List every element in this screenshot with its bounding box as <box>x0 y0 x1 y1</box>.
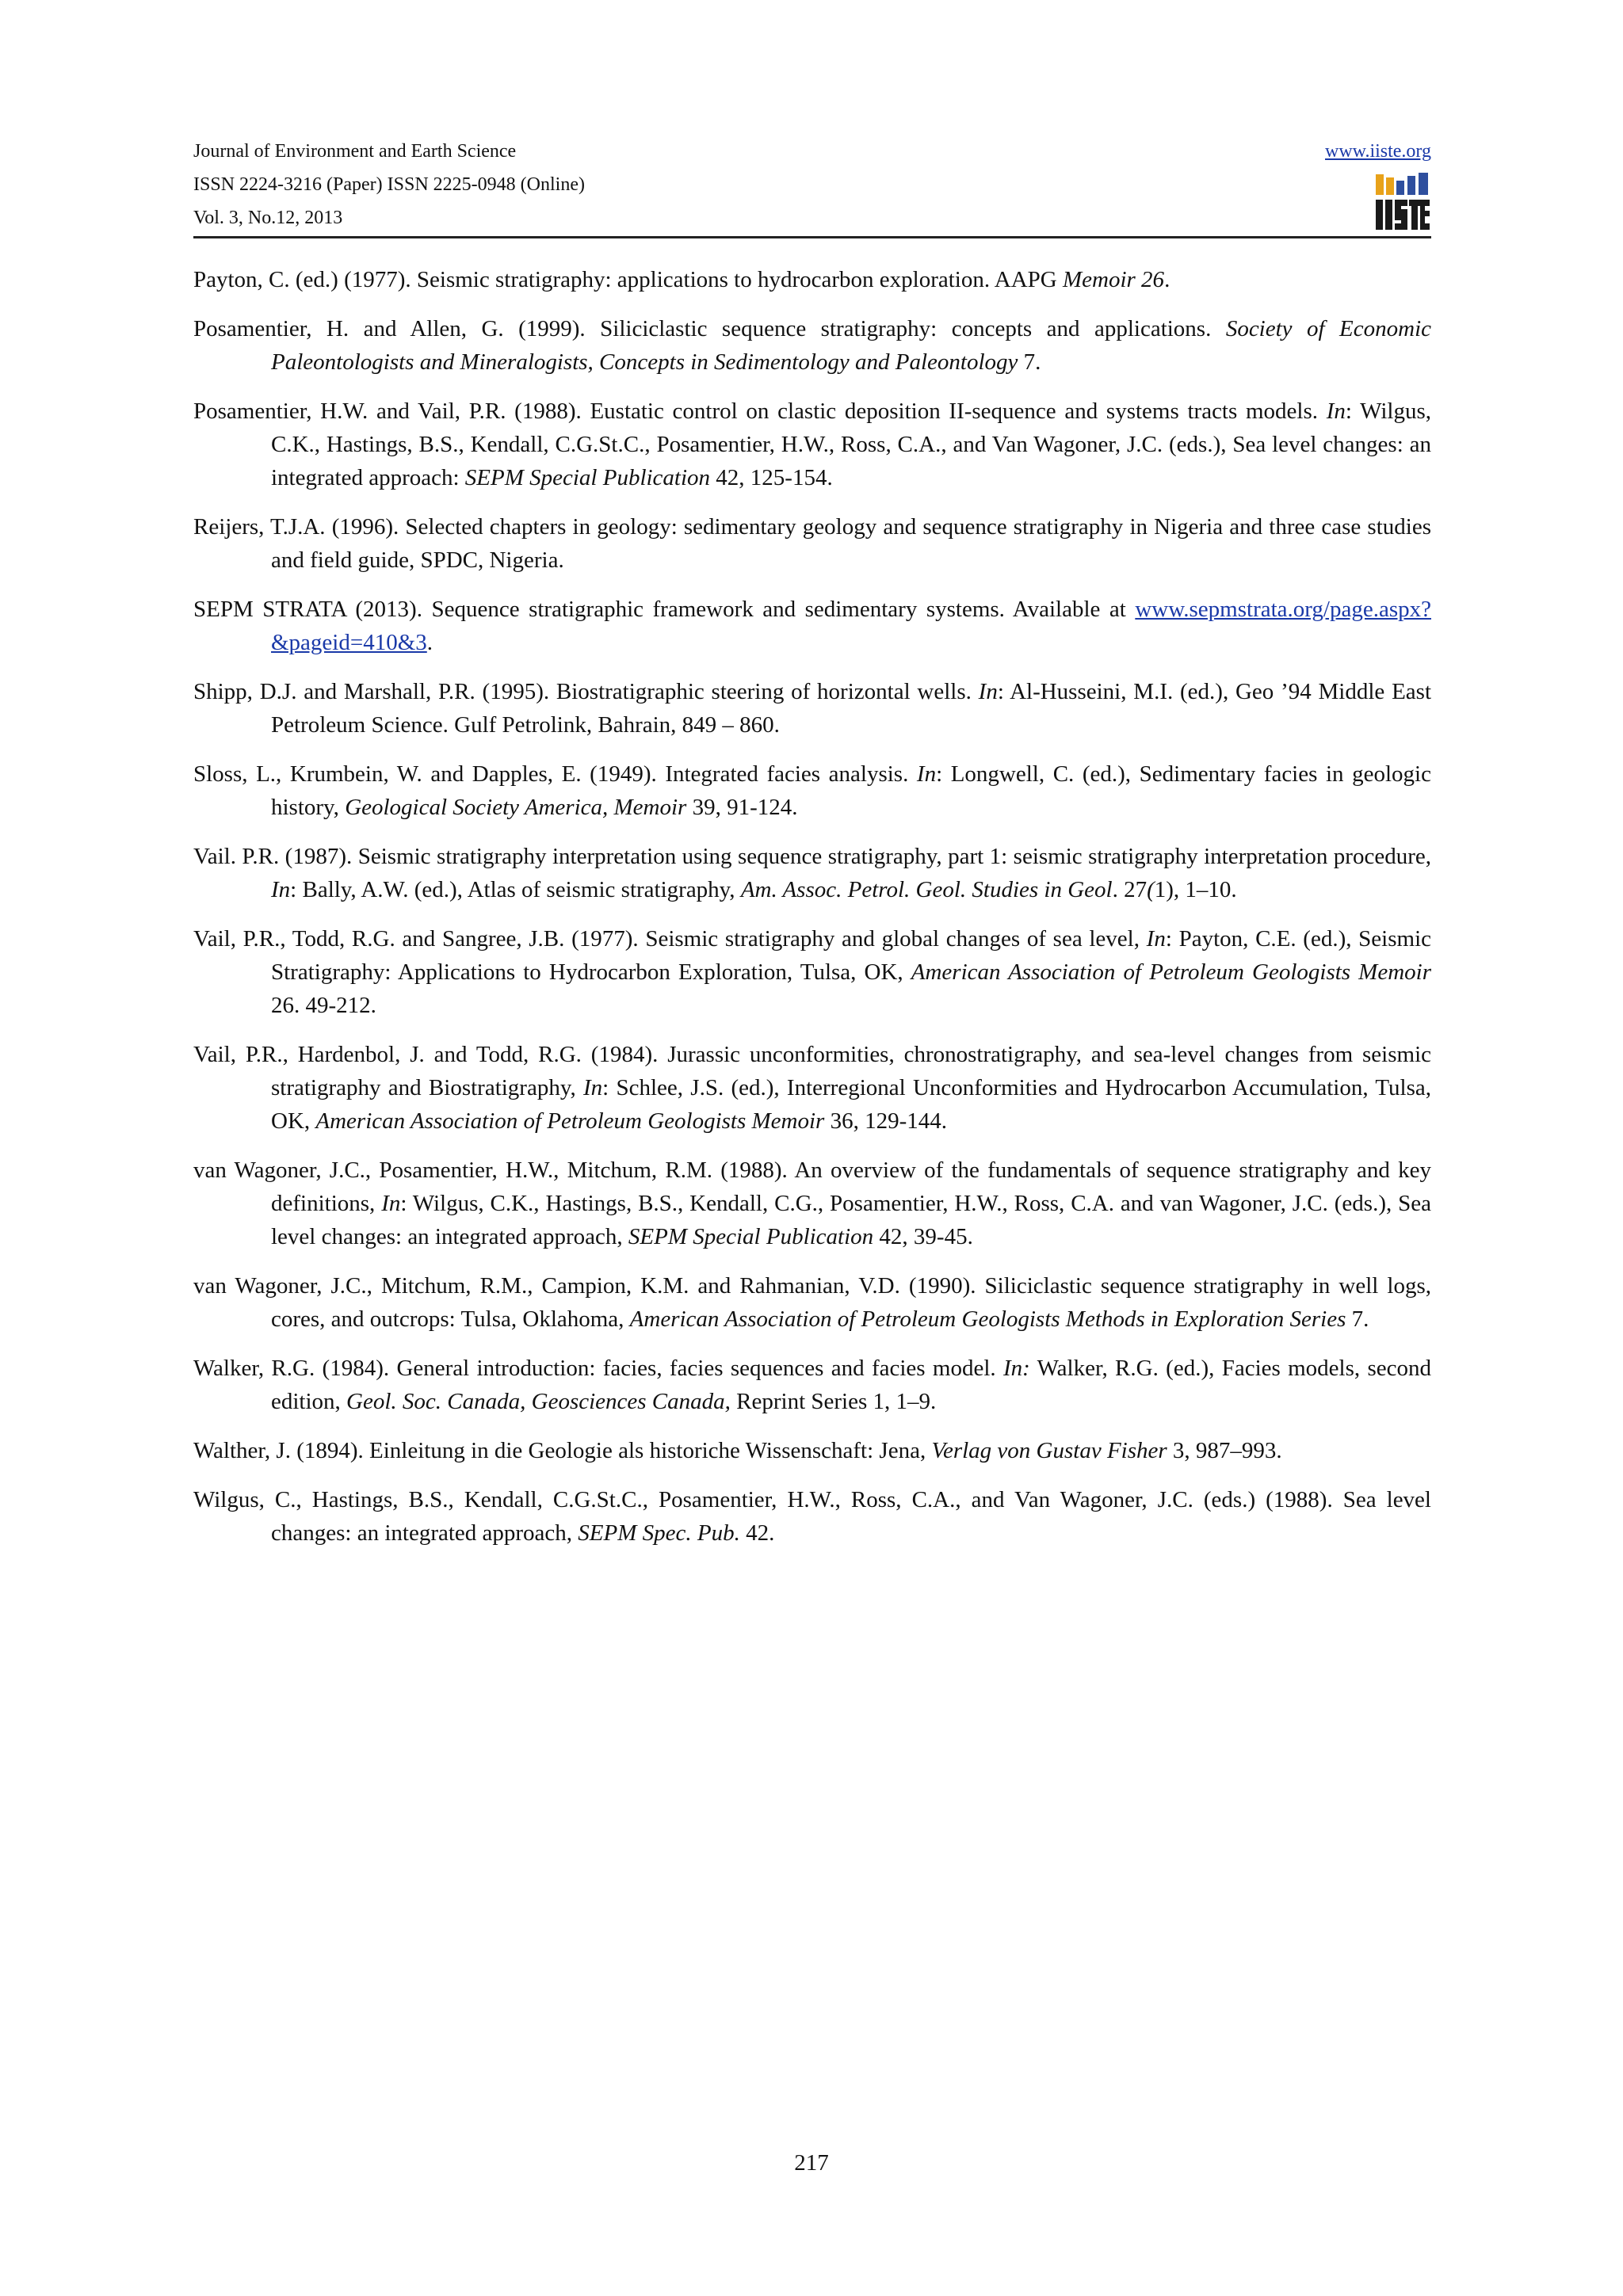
journal-name: Journal of Environment and Earth Science <box>193 141 517 162</box>
reference-item: Shipp, D.J. and Marshall, P.R. (1995). Biostratigraphic steering of horizontal wells. In: Al-Husseini, M.I. (ed.), Geo ’94 Middle East Petroleum Science. Gulf Petrolink, Bahrain, 849 – 860. <box>193 679 1432 738</box>
reference-item: van Wagoner, J.C., Posamentier, H.W., Mitchum, R.M. (1988). An overview of the fundamentals of sequence stratigraphy and key definitions, In: Wilgus, C.K., Hastings, B.S., Kendall, C.G., Posamentier, H.W., Ross, C.A. and van Wagoner, J.C. (eds.), Sea level changes: an integrated approach, SEPM Special Publication 42, 39-45. <box>193 1158 1432 1249</box>
reference-item: Vail, P.R., Hardenbol, J. and Todd, R.G. (1984). Jurassic unconformities, chronostratigraphy, and sea-level changes from seismic stratigraphy and Biostratigraphy, In: Schlee, J.S. (ed.), Interregional Unconformities and Hydrocarbon Accumulation, Tulsa, OK, American Association of Petroleum Geologists Memoir 36, 129-144. <box>193 1042 1431 1134</box>
reference-item: Payton, C. (ed.) (1977). Seismic stratigraphy: applications to hydrocarbon exploration. AAPG Memoir 26. <box>193 267 1170 292</box>
reference-item: Walther, J. (1894). Einleitung in die Geologie als historiche Wissenschaft: Jena, Verlag von Gustav Fisher 3, 987–993. <box>193 1438 1282 1463</box>
reference-item: Reijers, T.J.A. (1996). Selected chapters in geology: sedimentary geology and sequence stratigraphy in Nigeria and three case studies and field guide, SPDC, Nigeria. <box>193 514 1431 573</box>
volume-line: Vol. 3, No.12, 2013 <box>193 208 343 228</box>
website-link[interactable]: www.iiste.org <box>1325 141 1431 162</box>
issn-line: ISSN 2224-3216 (Paper) ISSN 2225-0948 (Online) <box>193 174 585 195</box>
reference-item: Posamentier, H.W. and Vail, P.R. (1988). Eustatic control on clastic deposition II-sequence and systems tracts models. In: Wilgus, C.K., Hastings, B.S., Kendall, C.G.St.C., Posamentier, H.W., Ross, C.A., and Van Wagoner, J.C. (eds.), Sea level changes: an integrated approach: SEPM Special Publication 42, 125-154. <box>193 399 1431 490</box>
page-header <box>193 135 1431 239</box>
iiste-logo <box>1374 173 1431 231</box>
sepmstrata-link[interactable]: www.sepmstrata.org/page.aspx?&pageid=410&3 <box>271 597 1431 655</box>
reference-item: Vail. P.R. (1987). Seismic stratigraphy interpretation using sequence stratigraphy, part 1: seismic stratigraphy interpretation procedure, In: Bally, A.W. (ed.), Atlas of seismic stratigraphy, Am. Assoc. Petrol. Geol. Studies in Geol. 27(1), 1–10. <box>193 844 1431 902</box>
reference-item: SEPM STRATA (2013). Sequence stratigraphic framework and sedimentary systems. Available at www.sepmstrata.org/page.aspx?&pageid=410&3. <box>193 597 1431 655</box>
header-rule <box>193 236 1431 238</box>
reference-item: Sloss, L., Krumbein, W. and Dapples, E. (1949). Integrated facies analysis. In: Longwell, C. (ed.), Sedimentary facies in geologic history, Geological Society America, Memoir 39, 91-124. <box>193 761 1431 820</box>
reference-item: Walker, R.G. (1984). General introduction: facies, facies sequences and facies model. In: Walker, R.G. (ed.), Facies models, second edition, Geol. Soc. Canada, Geosciences Canada, Reprint Series 1, 1–9. <box>193 1356 1431 1414</box>
page-number: 217 <box>794 2150 829 2176</box>
reference-item: Vail, P.R., Todd, R.G. and Sangree, J.B. (1977). Seismic stratigraphy and global changes of sea level, In: Payton, C.E. (ed.), Seismic Stratigraphy: Applications to Hydrocarbon Exploration, Tulsa, OK, American Association of Petroleum Geologists Memoir 26. 49-212. <box>193 926 1432 1018</box>
reference-item: Posamentier, H. and Allen, G. (1999). Siliciclastic sequence stratigraphy: concepts and applications. Society of Economic Paleontologists and Mineralogists, Concepts in Sedimentology and Paleontology 7. <box>193 316 1431 375</box>
reference-list <box>193 263 1431 1566</box>
reference-item: Wilgus, C., Hastings, B.S., Kendall, C.G.St.C., Posamentier, H.W., Ross, C.A., and Van Wagoner, J.C. (eds.) (1988). Sea level changes: an integrated approach, SEPM Spec. Pub. 42. <box>193 1487 1431 1546</box>
reference-item: van Wagoner, J.C., Mitchum, R.M., Campion, K.M. and Rahmanian, V.D. (1990). Siliciclastic sequence stratigraphy in well logs, cores, and outcrops: Tulsa, Oklahoma, American Association of Petroleum Geologists Methods in Exploration Series 7. <box>193 1273 1431 1332</box>
